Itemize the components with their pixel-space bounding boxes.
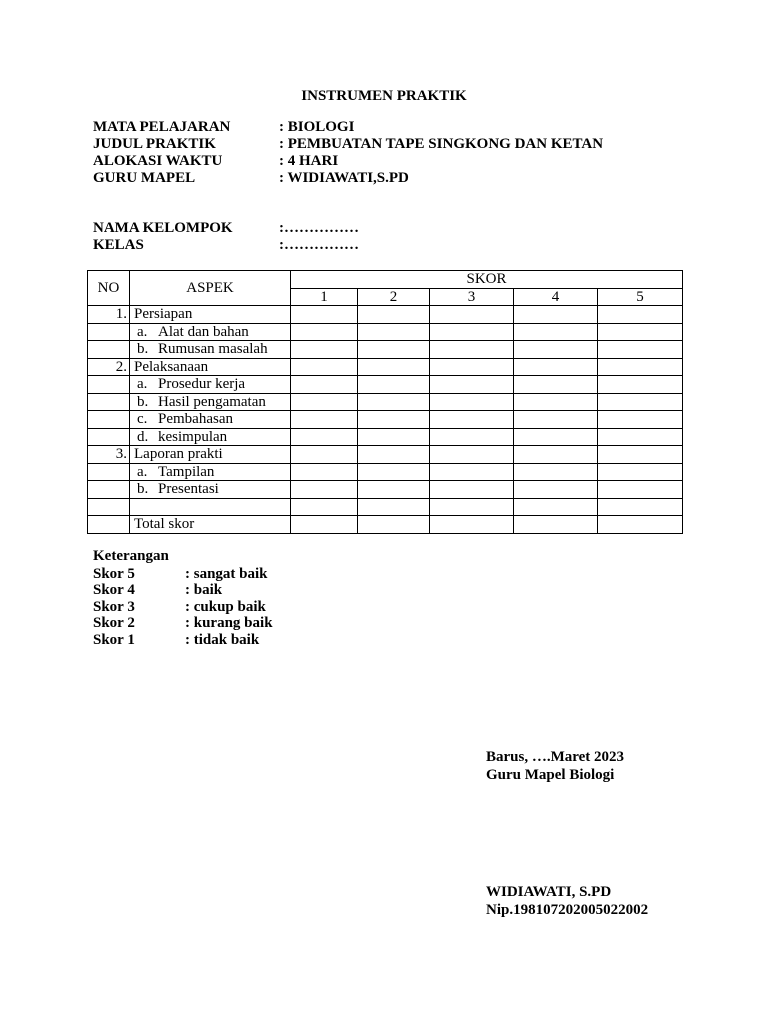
- table-row: [88, 323, 683, 341]
- score-cell[interactable]: [291, 393, 358, 411]
- score-cell[interactable]: [514, 376, 598, 394]
- table-row: [88, 446, 683, 464]
- row-no: [88, 463, 130, 481]
- score-cell[interactable]: [514, 411, 598, 429]
- row-no: [88, 393, 130, 411]
- score-cell[interactable]: [358, 411, 430, 429]
- score-cell[interactable]: [514, 428, 598, 446]
- row-aspek: [130, 446, 291, 464]
- score-cell[interactable]: [598, 446, 683, 464]
- keterangan-key: Skor 5: [93, 566, 135, 582]
- row-no: [88, 516, 130, 534]
- score-cell[interactable]: [358, 341, 430, 359]
- table-row: [88, 393, 683, 411]
- table-row: [88, 481, 683, 499]
- keterangan-item: [93, 599, 266, 616]
- score-cell[interactable]: [514, 516, 598, 534]
- keterangan-value: : sangat baik: [185, 566, 268, 582]
- keterangan-key: Skor 4: [93, 582, 135, 598]
- row-no: [88, 481, 130, 499]
- score-cell[interactable]: [358, 358, 430, 376]
- info-label: ALOKASI WAKTU: [93, 153, 223, 169]
- score-table: [87, 270, 683, 534]
- row-aspek: [130, 306, 291, 324]
- keterangan-item: [93, 566, 268, 583]
- keterangan-value: : kurang baik: [185, 615, 273, 631]
- score-cell[interactable]: [291, 358, 358, 376]
- row-aspek-label: Presentasi: [158, 481, 219, 498]
- score-cell[interactable]: [598, 481, 683, 499]
- table-row: [88, 516, 683, 534]
- row-aspek: [130, 481, 291, 499]
- row-letter: a.: [137, 463, 148, 480]
- group-value: :……………: [279, 237, 359, 253]
- keterangan-item: [93, 615, 273, 632]
- score-cell[interactable]: [598, 323, 683, 341]
- score-cell[interactable]: [598, 358, 683, 376]
- keterangan-title: Keterangan: [93, 548, 169, 564]
- table-row: [88, 341, 683, 359]
- table-header-row: [88, 271, 683, 289]
- header-score-3: 3: [430, 288, 514, 306]
- score-cell[interactable]: [430, 411, 514, 429]
- group-label: NAMA KELOMPOK: [93, 220, 233, 236]
- table-row: [88, 376, 683, 394]
- score-cell[interactable]: [430, 341, 514, 359]
- row-aspek-label: Total skor: [134, 516, 195, 533]
- signature-name: WIDIAWATI, S.PD: [486, 884, 612, 900]
- row-no: [88, 498, 130, 516]
- score-cell[interactable]: [291, 323, 358, 341]
- row-no: 2.: [88, 358, 130, 376]
- group-value: :……………: [279, 220, 359, 236]
- score-cell[interactable]: [514, 446, 598, 464]
- info-value: : PEMBUATAN TAPE SINGKONG DAN KETAN: [279, 136, 604, 152]
- score-cell[interactable]: [358, 498, 430, 516]
- row-aspek-label: Tampilan: [158, 463, 215, 480]
- score-cell[interactable]: [291, 498, 358, 516]
- keterangan-value: : tidak baik: [185, 632, 260, 648]
- row-no: [88, 376, 130, 394]
- row-letter: b.: [137, 341, 149, 358]
- score-cell[interactable]: [358, 393, 430, 411]
- score-cell[interactable]: [514, 481, 598, 499]
- keterangan-key: Skor 3: [93, 599, 135, 615]
- row-aspek-label: Persiapan: [134, 306, 193, 323]
- header-score-1: 1: [291, 288, 358, 306]
- row-aspek-label: Pelaksanaan: [134, 358, 209, 375]
- score-cell[interactable]: [598, 463, 683, 481]
- header-aspek: ASPEK: [130, 271, 291, 306]
- row-aspek-label: Prosedur kerja: [158, 376, 246, 393]
- score-cell[interactable]: [598, 411, 683, 429]
- score-cell[interactable]: [598, 516, 683, 534]
- table-row: [88, 358, 683, 376]
- row-aspek: [130, 516, 291, 534]
- score-cell[interactable]: [598, 376, 683, 394]
- signature-role: Guru Mapel Biologi: [486, 767, 615, 783]
- group-nama-kelompok: [93, 220, 359, 237]
- table-row: [88, 498, 683, 516]
- score-cell[interactable]: [358, 376, 430, 394]
- info-label: GURU MAPEL: [93, 170, 196, 186]
- score-cell[interactable]: [514, 341, 598, 359]
- score-cell[interactable]: [291, 411, 358, 429]
- score-cell[interactable]: [514, 306, 598, 324]
- score-cell[interactable]: [358, 481, 430, 499]
- score-cell[interactable]: [430, 358, 514, 376]
- info-value: : WIDIAWATI,S.PD: [279, 170, 409, 186]
- row-aspek: [130, 463, 291, 481]
- info-value: : BIOLOGI: [279, 119, 355, 135]
- row-aspek: [130, 428, 291, 446]
- row-aspek: [130, 358, 291, 376]
- keterangan-value: : cukup baik: [185, 599, 266, 615]
- row-aspek: [130, 411, 291, 429]
- row-letter: d.: [137, 428, 149, 445]
- row-no: [88, 341, 130, 359]
- row-aspek-label: kesimpulan: [158, 428, 228, 445]
- signature-nip: Nip.198107202005022002: [486, 902, 649, 918]
- row-aspek-label: Alat dan bahan: [158, 323, 249, 340]
- score-cell[interactable]: [430, 463, 514, 481]
- score-cell[interactable]: [514, 498, 598, 516]
- table-row: [88, 306, 683, 324]
- row-aspek-label: Rumusan masalah: [158, 341, 268, 358]
- score-cell[interactable]: [291, 463, 358, 481]
- score-cell[interactable]: [430, 481, 514, 499]
- header-skor: SKOR: [291, 271, 683, 289]
- row-letter: b.: [137, 393, 149, 410]
- score-cell[interactable]: [514, 323, 598, 341]
- info-value: : 4 HARI: [279, 153, 339, 169]
- row-aspek-label: Pembahasan: [158, 411, 233, 428]
- keterangan-key: Skor 1: [93, 632, 135, 648]
- score-cell[interactable]: [291, 516, 358, 534]
- row-aspek: [130, 393, 291, 411]
- score-cell[interactable]: [598, 341, 683, 359]
- keterangan-value: : baik: [185, 582, 223, 598]
- row-aspek: [130, 376, 291, 394]
- table-row: [88, 411, 683, 429]
- info-label: MATA PELAJARAN: [93, 119, 231, 135]
- score-cell[interactable]: [358, 446, 430, 464]
- header-no: NO: [88, 271, 130, 306]
- row-letter: a.: [137, 323, 148, 340]
- row-no: 3.: [88, 446, 130, 464]
- score-cell[interactable]: [358, 306, 430, 324]
- score-cell[interactable]: [358, 463, 430, 481]
- score-cell[interactable]: [291, 446, 358, 464]
- score-cell[interactable]: [514, 393, 598, 411]
- score-cell[interactable]: [598, 428, 683, 446]
- row-letter: a.: [137, 376, 148, 393]
- info-judul-praktik: [93, 136, 603, 153]
- score-cell[interactable]: [430, 446, 514, 464]
- score-cell[interactable]: [430, 306, 514, 324]
- keterangan-key: Skor 2: [93, 615, 135, 631]
- header-score-5: 5: [598, 288, 683, 306]
- score-cell[interactable]: [598, 306, 683, 324]
- row-aspek-label: Laporan prakti: [134, 446, 223, 463]
- keterangan-item: [93, 632, 259, 649]
- row-aspek: [130, 498, 291, 516]
- group-label: KELAS: [93, 237, 144, 253]
- score-cell[interactable]: [514, 463, 598, 481]
- row-aspek: [130, 323, 291, 341]
- row-letter: c.: [137, 411, 148, 428]
- score-cell[interactable]: [358, 323, 430, 341]
- score-cell[interactable]: [291, 306, 358, 324]
- row-aspek-label: Hasil pengamatan: [158, 393, 266, 410]
- score-cell[interactable]: [430, 376, 514, 394]
- info-alokasi-waktu: [93, 153, 338, 170]
- score-cell[interactable]: [430, 323, 514, 341]
- score-cell[interactable]: [514, 358, 598, 376]
- info-guru-mapel: [93, 170, 409, 187]
- score-cell[interactable]: [358, 428, 430, 446]
- row-no: [88, 411, 130, 429]
- score-cell[interactable]: [430, 428, 514, 446]
- info-mata-pelajaran: [93, 119, 354, 136]
- group-kelas: [93, 237, 359, 254]
- score-cell[interactable]: [430, 498, 514, 516]
- score-cell[interactable]: [291, 428, 358, 446]
- score-cell[interactable]: [598, 393, 683, 411]
- row-no: [88, 428, 130, 446]
- row-aspek: [130, 341, 291, 359]
- score-cell[interactable]: [291, 481, 358, 499]
- score-cell[interactable]: [291, 341, 358, 359]
- keterangan-item: [93, 582, 222, 599]
- row-no: [88, 323, 130, 341]
- header-score-2: 2: [358, 288, 430, 306]
- document-title: INSTRUMEN PRAKTIK: [301, 88, 467, 104]
- score-cell[interactable]: [430, 516, 514, 534]
- table-row: [88, 428, 683, 446]
- score-cell[interactable]: [430, 393, 514, 411]
- row-letter: b.: [137, 481, 149, 498]
- score-cell[interactable]: [598, 498, 683, 516]
- info-label: JUDUL PRAKTIK: [93, 136, 216, 152]
- row-no: 1.: [88, 306, 130, 324]
- signature-place-date: Barus, ….Maret 2023: [486, 749, 625, 765]
- score-cell[interactable]: [358, 516, 430, 534]
- table-row: [88, 463, 683, 481]
- score-cell[interactable]: [291, 376, 358, 394]
- header-score-4: 4: [514, 288, 598, 306]
